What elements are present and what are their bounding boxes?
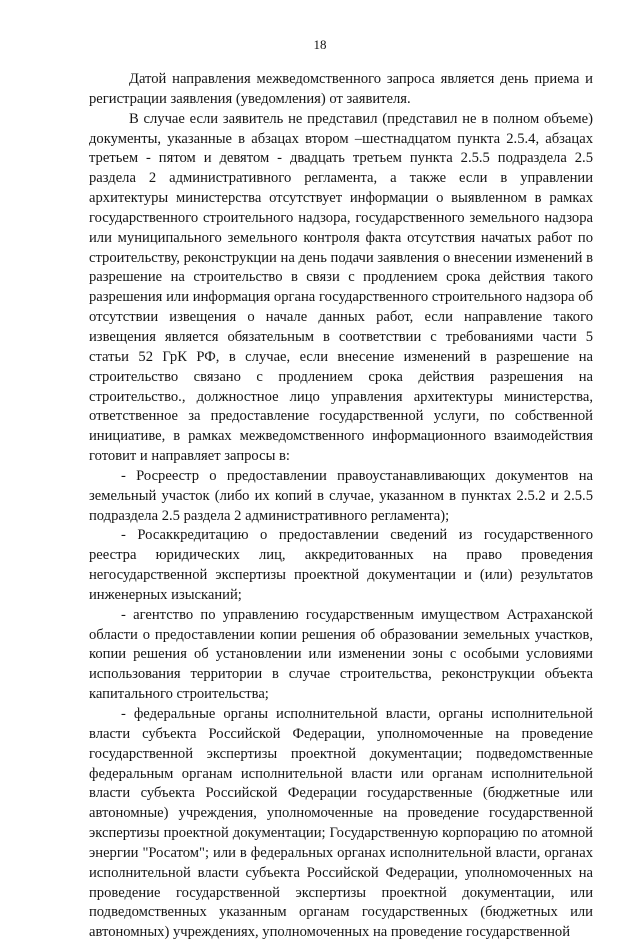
list-item-rosaccreditation: - Росаккредитацию о предоставлении сведений из государственного реестра юридических лиц, аккредитованных на право проведения негосударственной экспертизы проектной документации и (или) результатов инженерных изысканий; [89,527,593,603]
list-item-rosreestr: - Росреестр о предоставлении правоустанавливающих документов на земельный участок (либо их копий в случае, указанном в пунктах 2.5.2 и 2.5.5 подраздела 2.5 раздела 2 административного регламента); [89,467,593,524]
paragraph-request-date: Датой направления межведомственного запроса является день приема и регистрации заявления (уведомления) от заявителя. [89,71,593,107]
page-number: 18 [313,37,327,52]
document-body [89,70,593,943]
paragraph-interdepartmental-requests: В случае если заявитель не представил (представил не в полном объеме) документы, указанные в абзацах втором –шестнадцатом пункта 2.5.4, абзацах третьем - пятом и девятом - двадцать третьем пункта 2.5.5 подраздела 2.5 раздела 2 административного регламента, а также если в управлении архитектуры министерства отсутствует информации о выявленном в рамках государственного строительного надзора, государственного земельного надзора или муниципального земельного контроля факта отсутствия начатых работ по строительству, реконструкции на день подачи заявления о внесении изменений в разрешение на строительство в связи с продлением срока действия такого разрешения или информация органа государственного строительного надзора об отсутствии извещения о начале данных работ, если направление такого извещения является обязательным в соответствии с требованиями части 5 статьи 52 ГрК РФ, в случае, если внесение изменений в разрешение на строительство связано с продлением срока действия разрешения на строительство., должностное лицо управления архитектуры министерства, ответственное за предоставление государственной услуги, по собственной инициативе, в рамках межведомственного информационного взаимодействия готовит и направляет запросы в: [89,110,593,465]
list-item-property-agency: - агентство по управлению государственным имуществом Астраханской области о предоставлении копии решения об образовании земельных участков, копии решения об установлении или изменении зоны с особыми условиями использования территории в случае строительства, реконструкции объекта капитального строительства; [89,606,593,703]
list-item-federal-authorities: - федеральные органы исполнительной власти, органы исполнительной власти субъекта Российской Федерации, уполномоченные на проведение государственной экспертизы проектной документации; подведомственные федеральным органам исполнительной власти или органам исполнительной власти субъекта Российской Федерации государственные (бюджетные или автономные) учреждения, уполномоченные на проведение государственной экспертизы проектной документации; Государственную корпорацию по атомной энергии "Росатом"; или в федеральных органах исполнительной власти, органах исполнительной власти субъекта Российской Федерации, уполномоченных на проведение государственной экспертизы проектной документации, или подведомственных указанным органам государственных (бюджетных или автономных) учреждениях, уполномоченных на проведение государственной [89,706,593,941]
